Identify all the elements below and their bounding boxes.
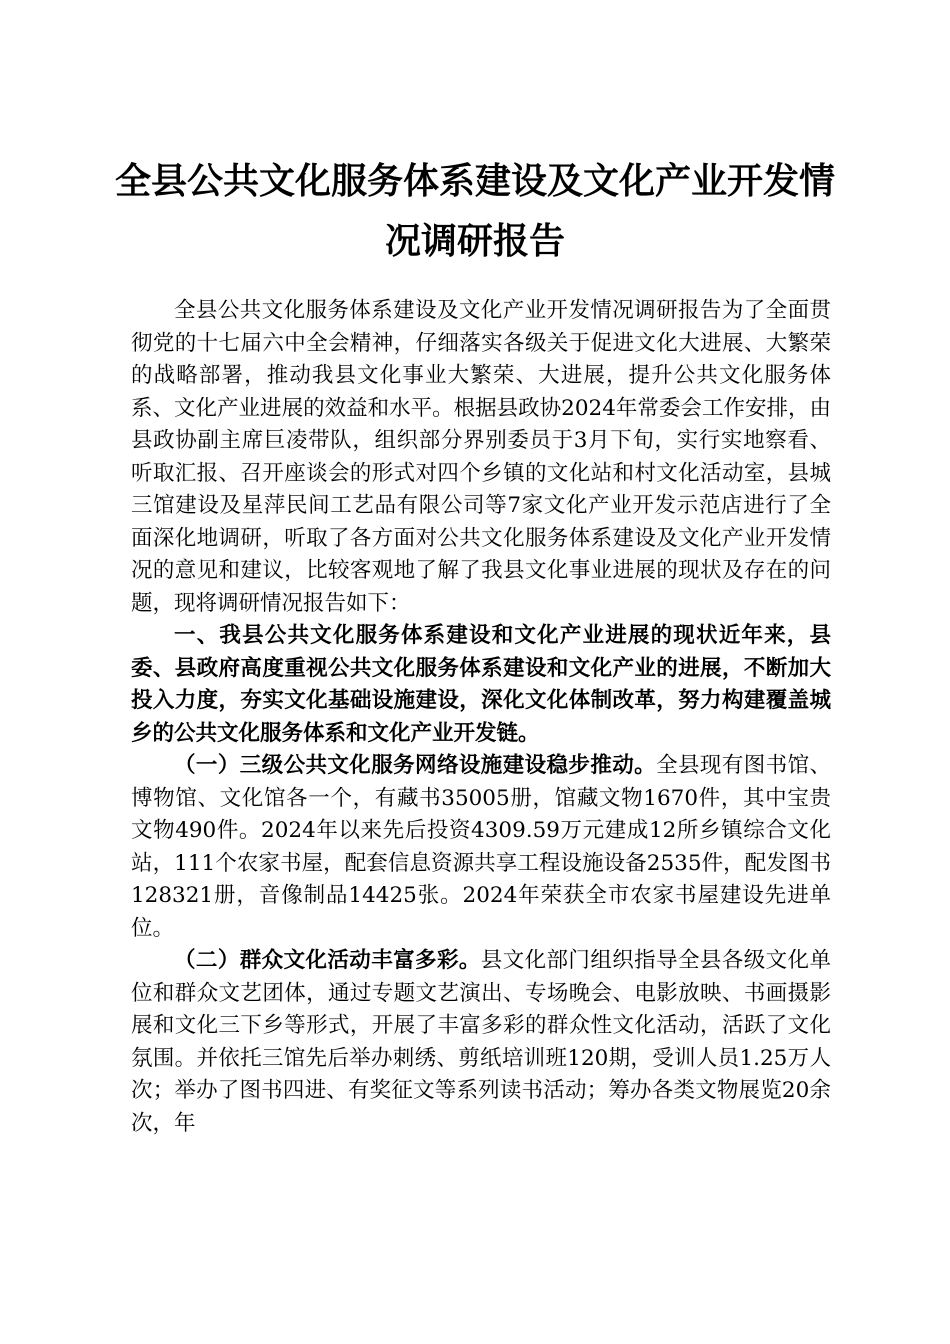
subsection-2-paragraph (131, 945, 831, 1140)
document-title-line2: 况调研报告 (384, 221, 565, 262)
subsection-1-heading: （一）三级公共文化服务网络设施建设稳步推动。 (174, 753, 657, 778)
document-title-line1: 全县公共文化服务体系建设及文化产业开发情 (114, 161, 835, 202)
subsection-1-text: 全县现有图书馆、博物馆、文化馆各一个，有藏书35005册，馆藏文物1670件，其中宝贵文物490件。2024年以来先后投资4309.59万元建成12所乡镇综合文化站，111个农家书屋，配套信息资源共享工程设施设备2535件，配发图书128321册，音像制品14425张。2024年荣获全市农家书屋建设先进单位。 (131, 753, 831, 941)
subsection-2-text: 县文化部门组织指导全县各级文化单位和群众文艺团体，通过专题文艺演出、专场晚会、电影放映、书画摄影展和文化三下乡等形式，开展了丰富多彩的群众性文化活动，活跃了文化氛围。并依托三馆先后举办刺绣、剪纸培训班120期，受训人员1.25万人次；举办了图书四进、有奖征文等系列读书活动；筹办各类文物展览20余次，年 (131, 948, 831, 1136)
section-1-paragraph: 一、我县公共文化服务体系建设和文化产业进展的现状近年来，县委、县政府高度重视公共文化服务体系建设和文化产业的进展，不断加大投入力度，夯实文化基础设施建设，深化文化体制改革，努力构建覆盖城乡的公共文化服务体系和文化产业开发链。 (131, 623, 831, 746)
intro-paragraph: 全县公共文化服务体系建设及文化产业开发情况调研报告为了全面贯彻党的十七届六中全会精神，仔细落实各级关于促进文化大进展、大繁荣的战略部署，推动我县文化事业大繁荣、大进展，提升公共文化服务体系、文化产业进展的效益和水平。根据县政协2024年常委会工作安排，由县政协副主席巨凌带队，组织部分界别委员于3月下旬，实行实地察看、听取汇报、召开座谈会的形式对四个乡镇的文化站和村文化活动室，县城三馆建设及星萍民间工艺品有限公司等7家文化产业开发示范店进行了全面深化地调研，听取了各方面对公共文化服务体系建设及文化产业开发情况的意见和建议，比较客观地了解了我县文化事业进展的现状及存在的问题，现将调研情况报告如下： (131, 298, 831, 616)
subsection-1-paragraph (131, 750, 831, 945)
subsection-2-heading: （二）群众文化活动丰富多彩。 (174, 948, 481, 973)
document-body (131, 295, 831, 1140)
